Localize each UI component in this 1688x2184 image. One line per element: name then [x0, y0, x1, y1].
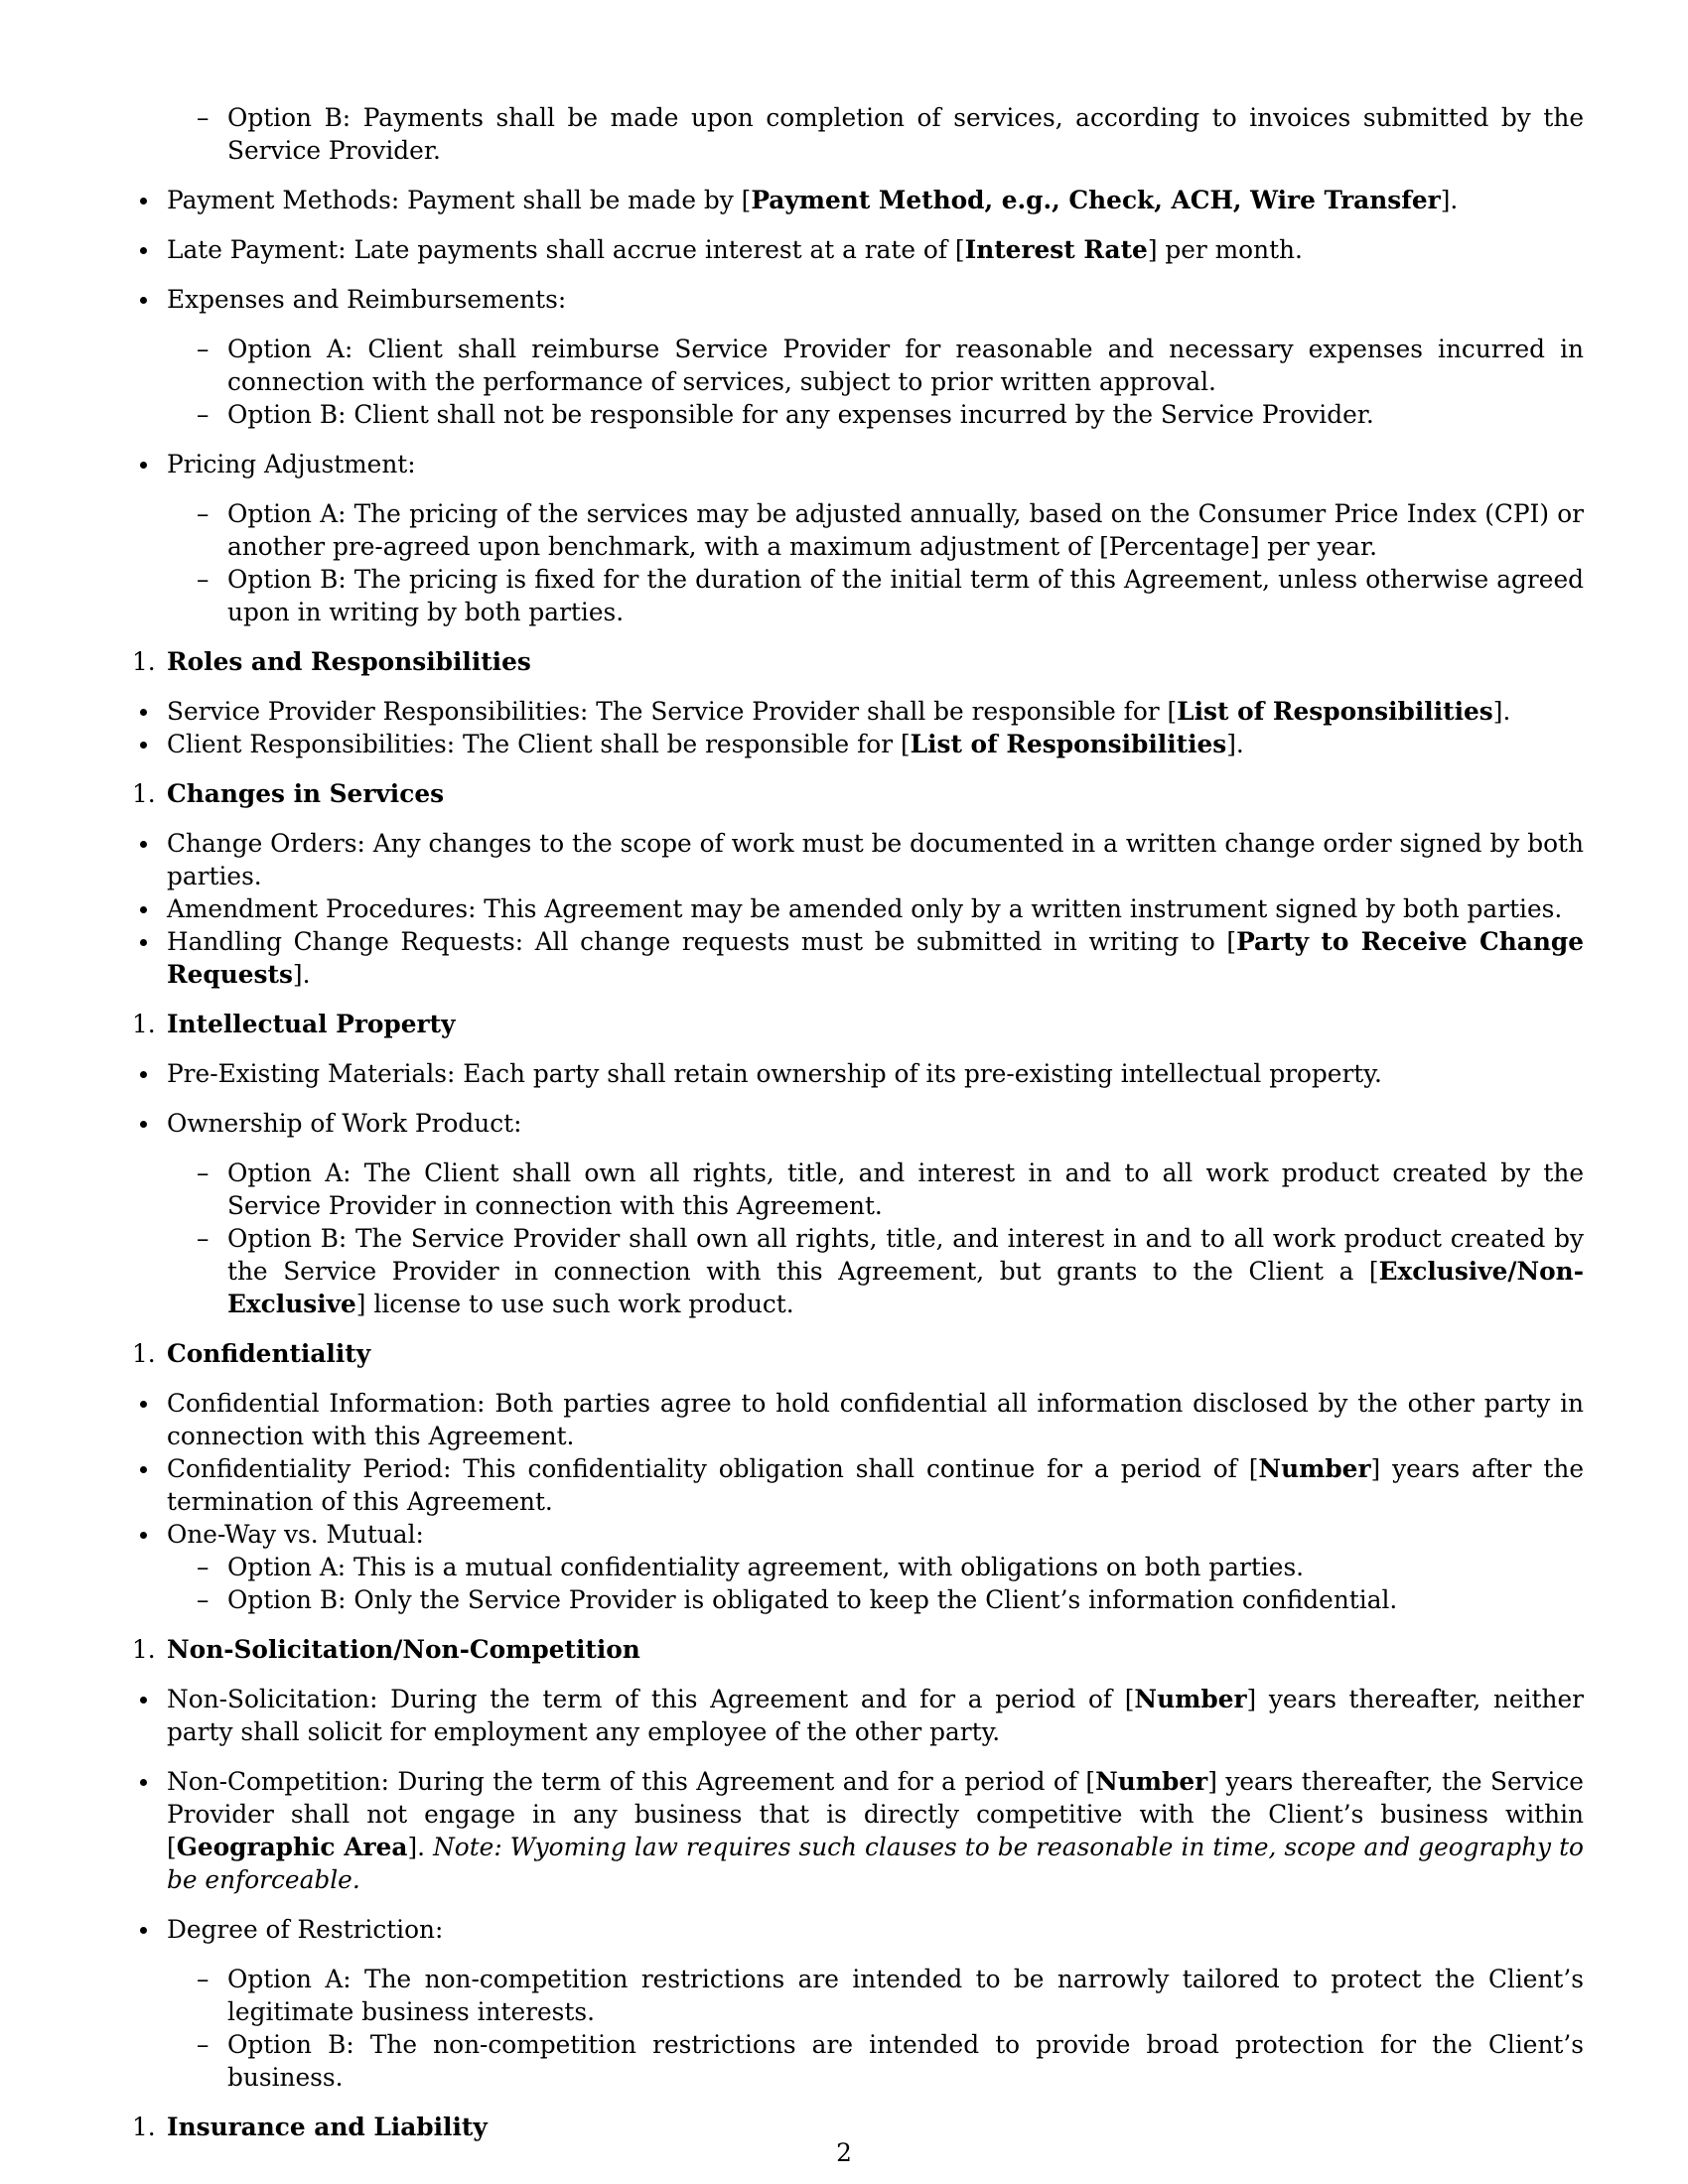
- text-run: Confidential Information: Both parties agree to hold confidential all information disclosed by the other party in connection with this Agreement.: [167, 1389, 1584, 1450]
- bullet-item: [167, 1518, 1584, 1551]
- placeholder-field: Party to Receive Change Requests: [167, 927, 1584, 989]
- text-run: Change Orders: Any changes to the scope of work must be documented in a written change order signed by both parties.: [167, 829, 1584, 890]
- text-run: Option A: The pricing of the services may be adjusted annually, based on the Consumer Price Index (CPI) or another pre-agreed upon benchmark, with a maximum adjustment of [Percentage] per year.: [227, 499, 1584, 561]
- bullet-item: [167, 728, 1584, 760]
- section-heading: [132, 777, 1584, 810]
- text-run: Option B: The Service Provider shall own all rights, title, and interest in and to all work product created by the Service Provider in connection with this Agreement, but grants to the Client a [: [227, 1224, 1584, 1286]
- option-item: [227, 1551, 1584, 1583]
- note-text: Note: Wyoming law requires such clauses to be reasonable in time, scope and geography to be enforceable.: [167, 1833, 1584, 1894]
- placeholder-field: Exclusive/Non-Exclusive: [227, 1257, 1584, 1318]
- text-run: Option A: The non-competition restrictions are intended to be narrowly tailored to protect the Client’s legitimate business interests.: [227, 1965, 1584, 2026]
- text-run: ].: [292, 960, 311, 989]
- text-run: Amendment Procedures: This Agreement may be amended only by a written instrument signed by both parties.: [167, 894, 1563, 923]
- text-run: Option B: Client shall not be responsible for any expenses incurred by the Service Provider.: [227, 400, 1374, 429]
- bullet-item: [167, 283, 1584, 316]
- text-run: Non-Solicitation/Non-Competition: [167, 1635, 640, 1664]
- section-number: 1.: [132, 647, 156, 676]
- document-page: [132, 101, 1584, 2143]
- text-run: Payment Methods: Payment shall be made by [: [167, 186, 752, 214]
- placeholder-field: Number: [1095, 1767, 1208, 1796]
- text-run: Degree of Restriction:: [167, 1915, 444, 1944]
- text-run: One-Way vs. Mutual:: [167, 1520, 424, 1549]
- bullet-item: [167, 448, 1584, 480]
- option-item: [227, 1222, 1584, 1320]
- section-heading: [132, 1337, 1584, 1370]
- bullet-item: [167, 1107, 1584, 1140]
- bullet-item: [167, 1913, 1584, 1946]
- option-item: [227, 101, 1584, 167]
- text-run: ] per month.: [1147, 235, 1303, 264]
- section-number: 1.: [132, 779, 156, 808]
- section-heading: [132, 645, 1584, 678]
- text-run: Option A: This is a mutual confidentiality agreement, with obligations on both parties.: [227, 1553, 1305, 1581]
- bullet-item: [167, 1452, 1584, 1518]
- section-heading: [132, 1008, 1584, 1040]
- text-run: ] years after the termination of this Agreement.: [167, 1454, 1584, 1516]
- text-run: Confidentiality: [167, 1339, 371, 1368]
- text-run: ].: [1226, 730, 1244, 758]
- text-run: Option B: The pricing is fixed for the duration of the initial term of this Agreement, unless otherwise agreed upon in writing by both parties.: [227, 565, 1584, 626]
- option-item: [227, 563, 1584, 628]
- text-run: Handling Change Requests: All change requests must be submitted in writing to [: [167, 927, 1237, 956]
- option-item: [227, 1963, 1584, 2028]
- placeholder-field: Number: [1134, 1685, 1247, 1713]
- text-run: Ownership of Work Product:: [167, 1109, 522, 1138]
- text-run: Pre-Existing Materials: Each party shall retain ownership of its pre-existing intellectual property.: [167, 1059, 1382, 1088]
- section-number: 1.: [132, 1339, 156, 1368]
- text-run: ].: [1492, 697, 1511, 726]
- text-run: ] years thereafter, the Service Provider shall not engage in any business that is directly competitive with the Client’s business within [: [167, 1767, 1584, 1861]
- placeholder-field: Geographic Area: [176, 1833, 408, 1861]
- option-item: [227, 2028, 1584, 2094]
- option-item: [227, 497, 1584, 563]
- text-run: Option B: The non-competition restrictions are intended to provide broad protection for the Client’s business.: [227, 2030, 1584, 2092]
- text-run: Expenses and Reimbursements:: [167, 285, 567, 314]
- text-run: Option B: Payments shall be made upon completion of services, according to invoices submitted by the Service Provider.: [227, 103, 1584, 165]
- text-run: Intellectual Property: [167, 1010, 456, 1038]
- text-run: ].: [407, 1833, 434, 1861]
- bullet-item: [167, 1057, 1584, 1090]
- text-run: Service Provider Responsibilities: The Service Provider shall be responsible for [: [167, 697, 1178, 726]
- section-heading: [132, 1633, 1584, 1666]
- placeholder-field: List of Responsibilities: [910, 730, 1227, 758]
- text-run: Insurance and Liability: [167, 2113, 488, 2141]
- text-run: Option B: Only the Service Provider is obligated to keep the Client’s information confidential.: [227, 1585, 1398, 1614]
- option-item: [227, 1157, 1584, 1222]
- text-run: Confidentiality Period: This confidentiality obligation shall continue for a period of [: [167, 1454, 1259, 1483]
- placeholder-field: Number: [1258, 1454, 1371, 1483]
- text-run: Pricing Adjustment:: [167, 450, 416, 478]
- text-run: Client Responsibilities: The Client shall be responsible for [: [167, 730, 911, 758]
- placeholder-field: Interest Rate: [964, 235, 1148, 264]
- text-run: Option A: Client shall reimburse Service Provider for reasonable and necessary expenses incurred in connection with the performance of services, subject to prior written approval.: [227, 335, 1584, 396]
- text-run: ] years thereafter, neither party shall solicit for employment any employee of the other party.: [167, 1685, 1584, 1746]
- bullet-item: [167, 827, 1584, 892]
- bullet-item: [167, 1765, 1584, 1896]
- bullet-item: [167, 1683, 1584, 1748]
- bullet-item: [167, 892, 1584, 925]
- text-run: Changes in Services: [167, 779, 445, 808]
- text-run: Option A: The Client shall own all rights, title, and interest in and to all work product created by the Service Provider in connection with this Agreement.: [227, 1159, 1584, 1220]
- option-item: [227, 398, 1584, 431]
- page-number: 2: [836, 2138, 852, 2167]
- section-number: 1.: [132, 2113, 156, 2141]
- bullet-item: [167, 925, 1584, 991]
- text-run: ].: [1440, 186, 1459, 214]
- bullet-item: [167, 1387, 1584, 1452]
- section-number: 1.: [132, 1010, 156, 1038]
- bullet-item: [167, 695, 1584, 728]
- section-number: 1.: [132, 1635, 156, 1664]
- bullet-item: [167, 184, 1584, 216]
- option-item: [227, 1583, 1584, 1616]
- placeholder-field: Payment Method, e.g., Check, ACH, Wire Transfer: [751, 186, 1441, 214]
- placeholder-field: List of Responsibilities: [1177, 697, 1493, 726]
- text-run: Non-Competition: During the term of this Agreement and for a period of [: [167, 1767, 1096, 1796]
- text-run: Non-Solicitation: During the term of this Agreement and for a period of [: [167, 1685, 1135, 1713]
- option-item: [227, 333, 1584, 398]
- text-run: Late Payment: Late payments shall accrue interest at a rate of [: [167, 235, 965, 264]
- text-run: Roles and Responsibilities: [167, 647, 531, 676]
- bullet-item: [167, 233, 1584, 266]
- text-run: ] license to use such work product.: [355, 1290, 794, 1318]
